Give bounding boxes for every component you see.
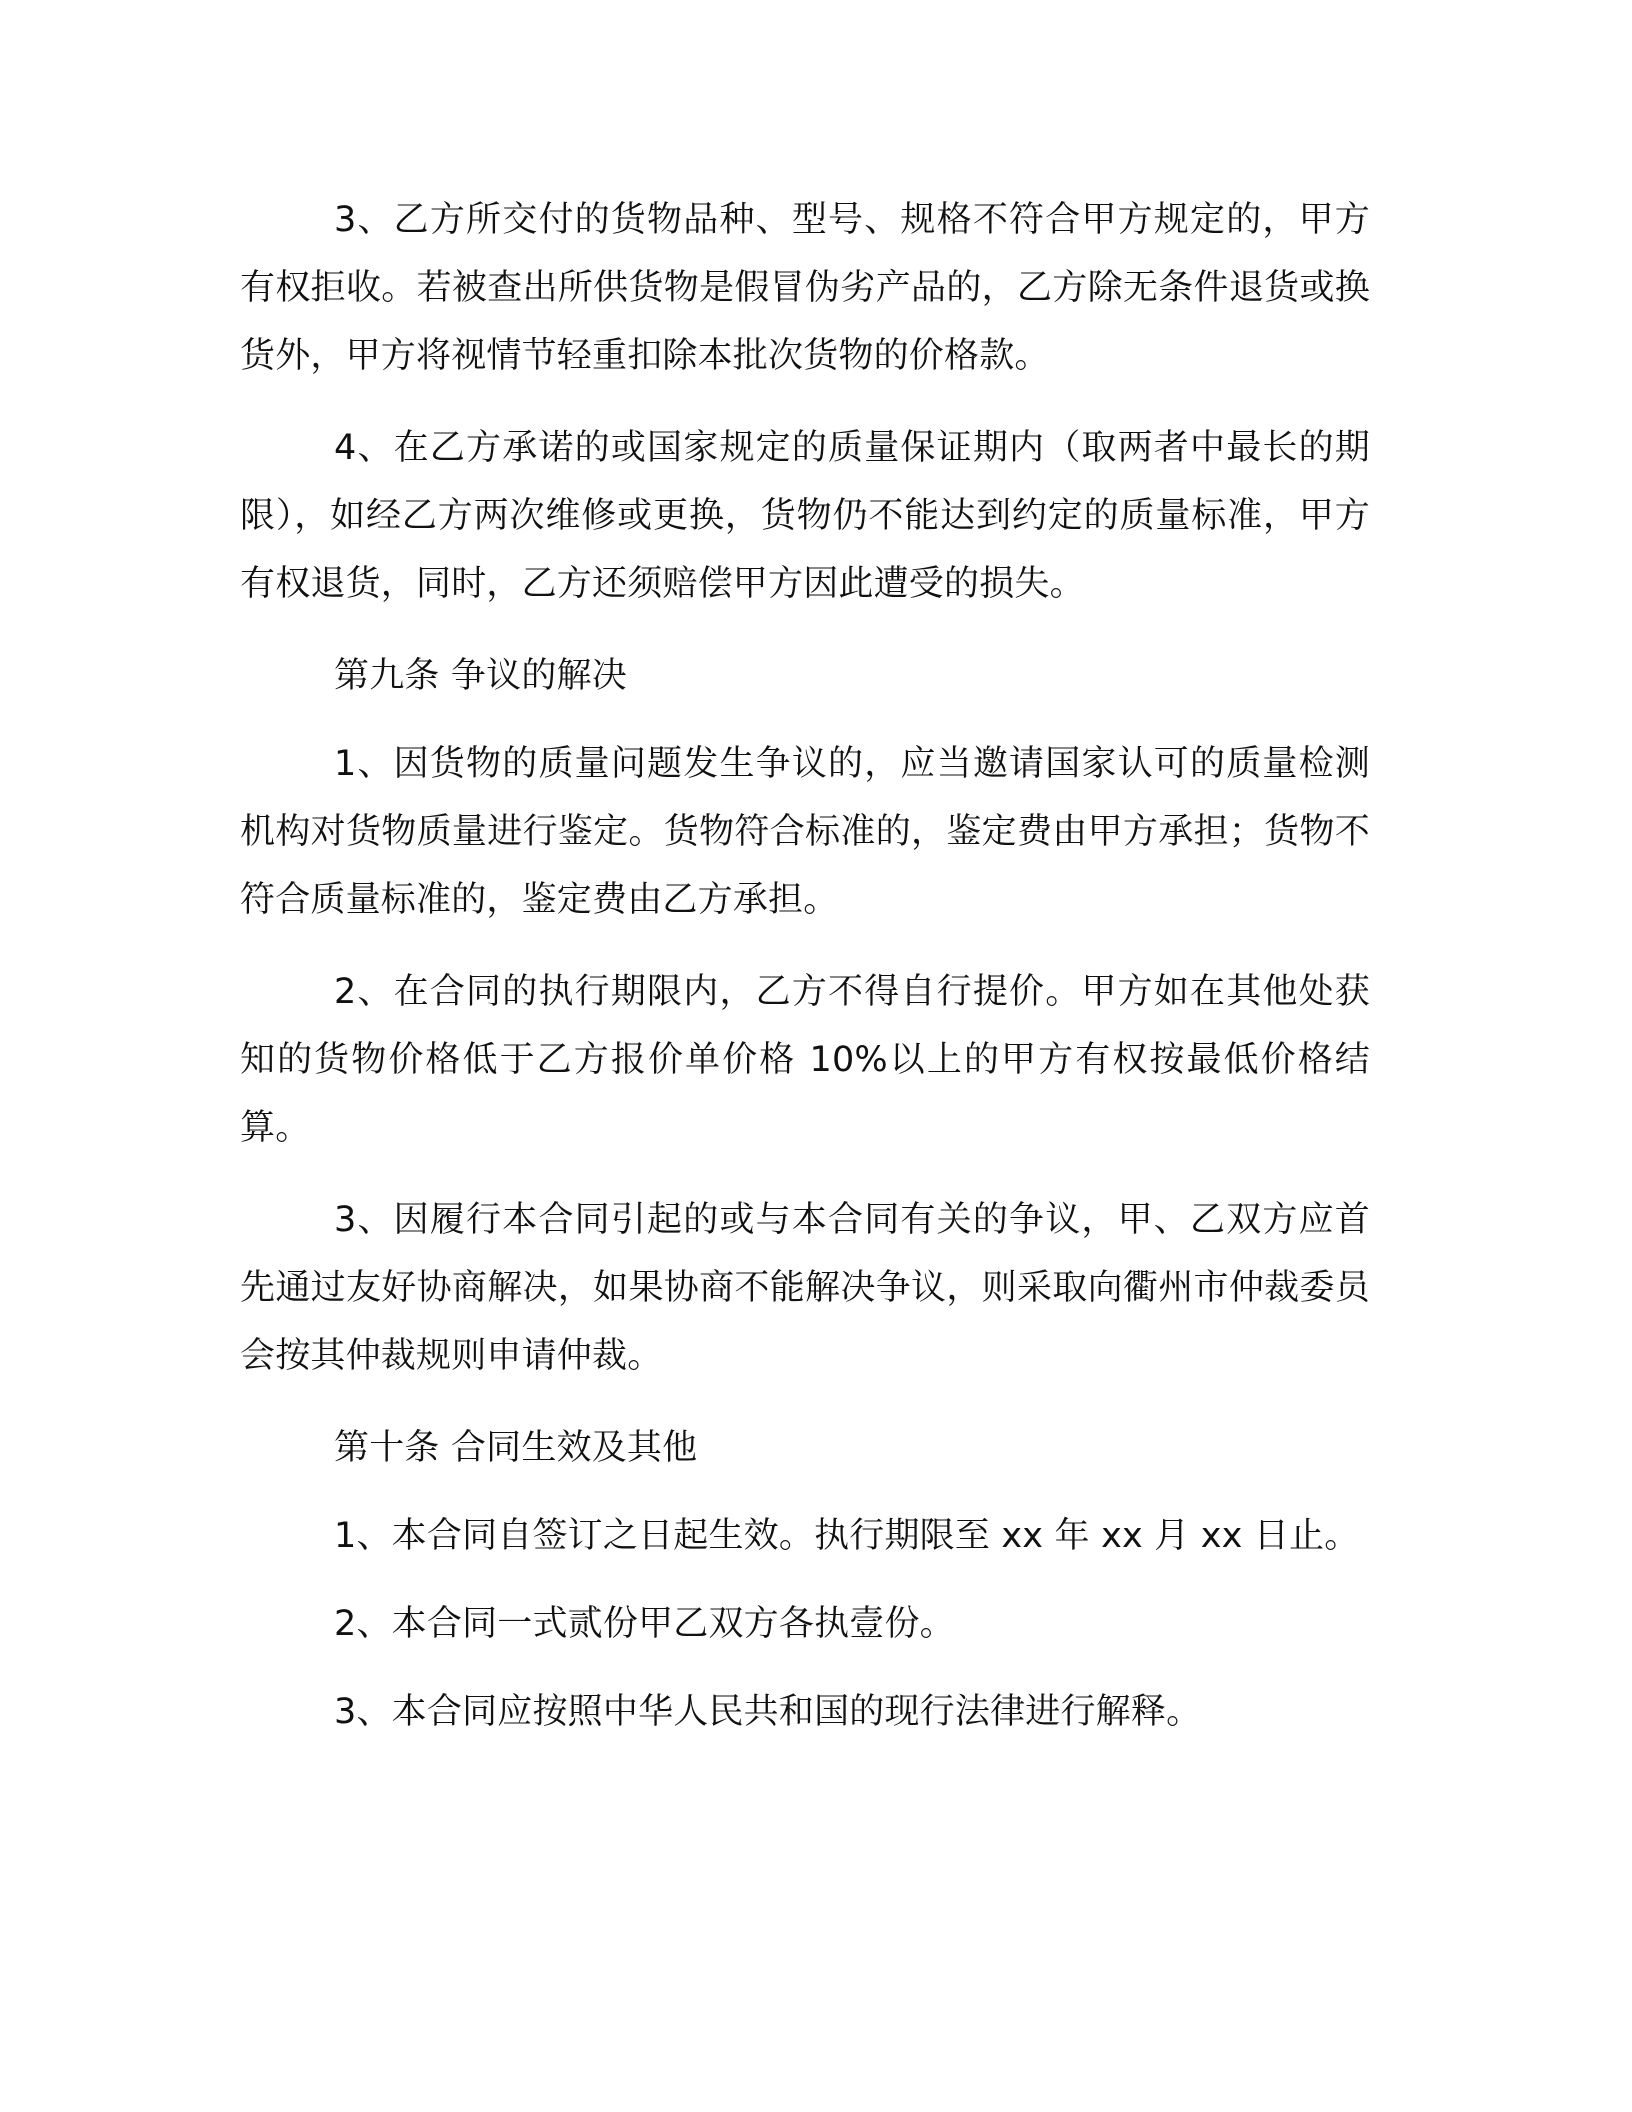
paragraph-quality-rejection: 3、乙方所交付的货物品种、型号、规格不符合甲方规定的，甲方有权拒收。若被查出所供货物是假冒伪劣产品的，乙方除无条件退货或换货外，甲方将视情节轻重扣除本批次货物的价格款。	[240, 200, 1370, 376]
paragraph-quality-inspection: 1、因货物的质量问题发生争议的，应当邀请国家认可的质量检测机构对货物质量进行鉴定。货物符合标准的，鉴定费由甲方承担；货物不符合质量标准的，鉴定费由乙方承担。	[240, 744, 1370, 920]
paragraph-copies: 2、本合同一式贰份甲乙双方各执壹份。	[334, 1604, 955, 1644]
document-body	[240, 186, 1370, 1746]
paragraph-price-adjustment: 2、在合同的执行期限内，乙方不得自行提价。甲方如在其他处获知的货物价格低于乙方报价单价格 10%以上的甲方有权按最低价格结算。	[240, 972, 1370, 1148]
paragraph-effective-date: 1、本合同自签订之日起生效。执行期限至 xx 年 xx 月 xx 日止。	[334, 1516, 1360, 1556]
paragraph-warranty-return: 4、在乙方承诺的或国家规定的质量保证期内（取两者中最长的期限），如经乙方两次维修或更换，货物仍不能达到约定的质量标准，甲方有权退货，同时，乙方还须赔偿甲方因此遭受的损失。	[240, 428, 1370, 604]
section-heading-effectiveness: 第十条 合同生效及其他	[334, 1428, 698, 1468]
section-heading-dispute: 第九条 争议的解决	[334, 656, 627, 696]
paragraph-arbitration: 3、因履行本合同引起的或与本合同有关的争议，甲、乙双方应首先通过友好协商解决，如果协商不能解决争议，则采取向衢州市仲裁委员会按其仲裁规则申请仲裁。	[240, 1200, 1370, 1376]
paragraph-governing-law: 3、本合同应按照中华人民共和国的现行法律进行解释。	[334, 1692, 1202, 1732]
